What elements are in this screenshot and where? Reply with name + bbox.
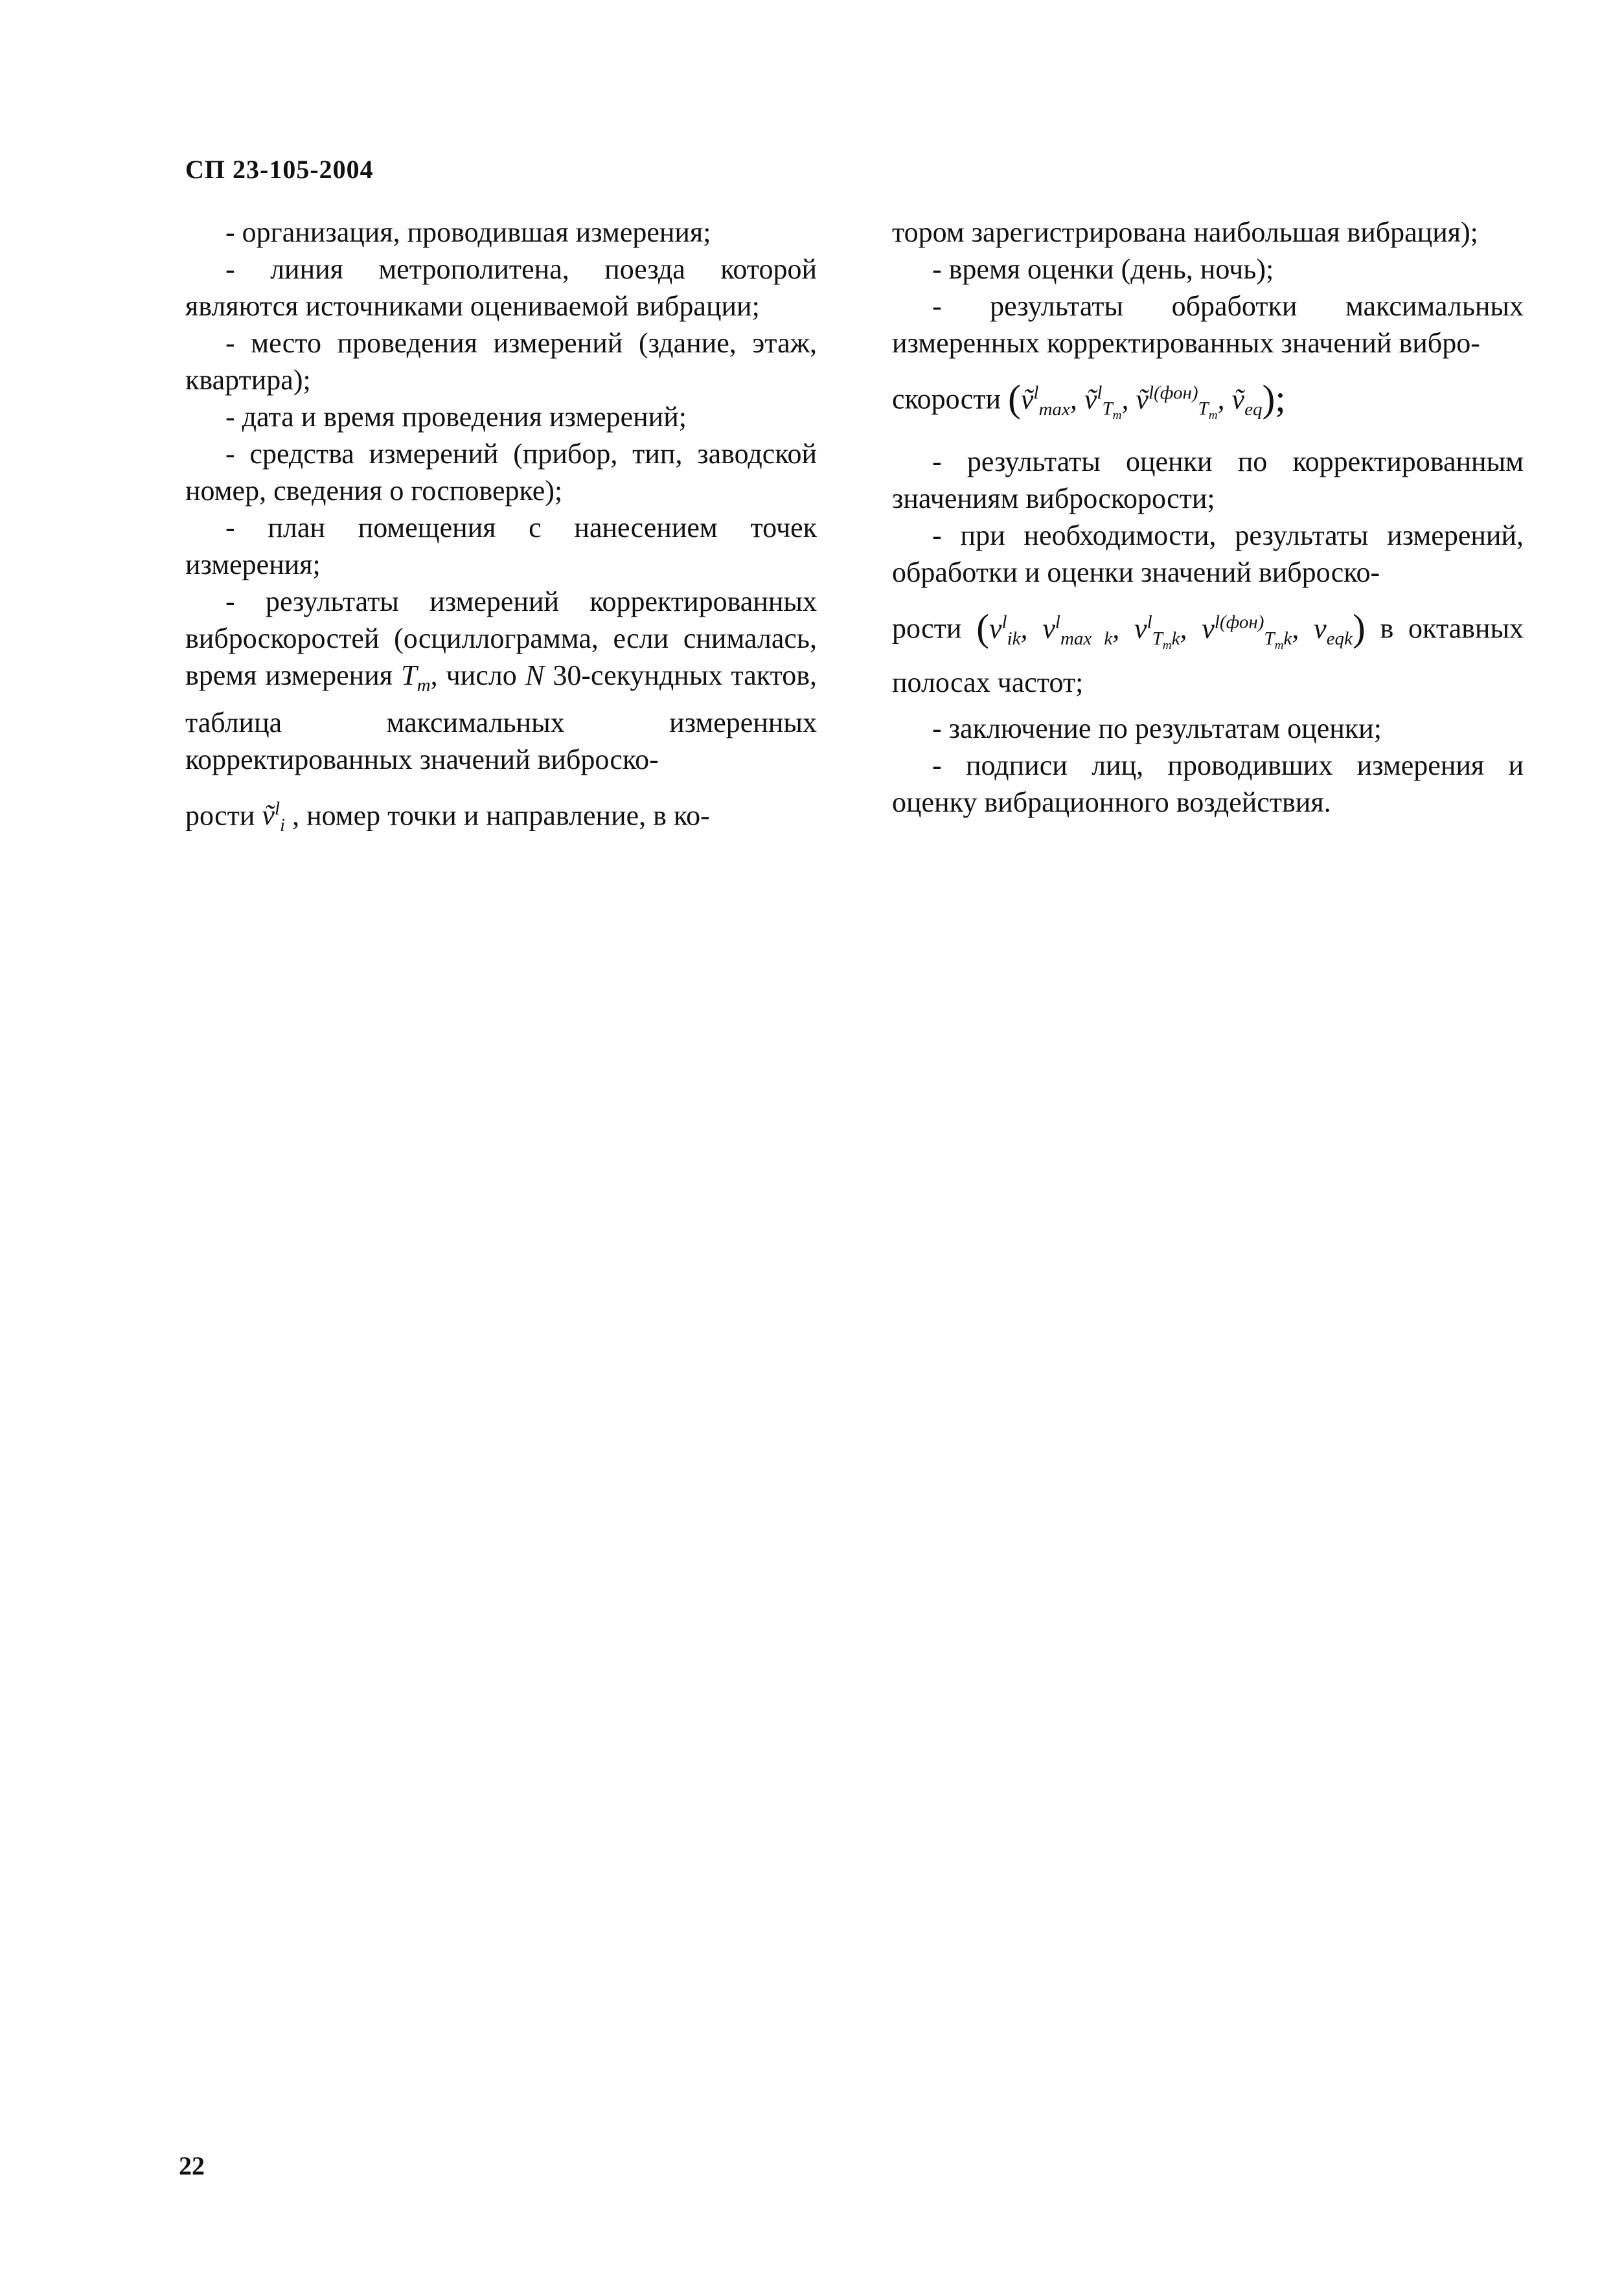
vi-symbol: ṽ$^l_i$: [262, 798, 286, 836]
right-column: [892, 214, 1524, 821]
item-metro-line: - линия метрополитена, поезда которой являются источниками оцениваемой вибрации;: [185, 253, 817, 322]
measurement-results-text-e: , номер точки и направление, в ко-: [285, 799, 710, 832]
item-instruments: - средства измерений (прибор, тип, заводской номер, сведения о госповерке);: [185, 438, 817, 507]
n-symbol: N: [525, 659, 545, 691]
page-number: 22: [179, 2151, 205, 2180]
item-octave-results: - при необходимости, результаты измерений, обработки и оценки значений виброско-: [892, 520, 1524, 589]
item-date-time: - дата и время проведения измерений;: [225, 401, 687, 433]
item-measurement-results: [185, 583, 817, 778]
item-processing-formula: [892, 374, 1524, 434]
item-room-plan: - план помещения с нанесением точек измерения;: [185, 512, 817, 580]
processing-formula-word: скорости: [892, 383, 1009, 415]
item-measurement-results-cont: [185, 791, 817, 844]
measurement-results-text-d: рости: [185, 799, 262, 832]
left-column: [185, 214, 817, 853]
document-code: СП 23-105-2004: [185, 155, 374, 184]
item-processing-results: - результаты обработки максимальных измеренных корректированных значений вибро-: [892, 290, 1524, 359]
item-assessment-time: - время оценки (день, ночь);: [932, 253, 1274, 285]
item-assessment-results: - результаты оценки по корректированным значениям виброскорости;: [892, 446, 1524, 515]
tm-symbol: $T_m$: [401, 659, 431, 696]
item-signatures: - подписи лиц, проводивших измерения и оценку вибрационного воздействия.: [892, 749, 1524, 818]
octave-formula-tail: в октавных полосах частот;: [892, 612, 1524, 698]
item-location: - место проведения измерений (здание, этаж, квартира);: [185, 327, 817, 396]
processing-formula: (ṽ$^l_{max}$, ṽ$^l_{T_m}$, ṽ$^{l(фон)}_{T_m}$, ṽ$_{eq}$);: [1008, 376, 1286, 423]
item-organization: - организация, проводившая измерения;: [225, 216, 711, 248]
item-conclusion: - заключение по результатам оценки;: [932, 712, 1382, 744]
measurement-results-text-c: 30-секундных тактов, таблица максимальных измеренных корректированных значений виброско-: [185, 659, 817, 775]
measurement-results-text-b: , число: [430, 659, 525, 691]
measurement-results-text-a: - результаты измерений корректированных виброскоростей (осциллограмма, если снималась, время измерения: [185, 586, 817, 691]
octave-formula-word: рости: [892, 612, 977, 645]
item-max-vibration-cont: тором зарегистрирована наибольшая вибрация);: [892, 216, 1478, 248]
octave-formula: ($v^l_{ik}$, $v^l_{max k}$, $v^l_{T_mk}$, $v^{l(фон)}_{T_mk}$, $v_{eqk}$): [976, 606, 1366, 652]
item-octave-formula: [892, 604, 1524, 700]
